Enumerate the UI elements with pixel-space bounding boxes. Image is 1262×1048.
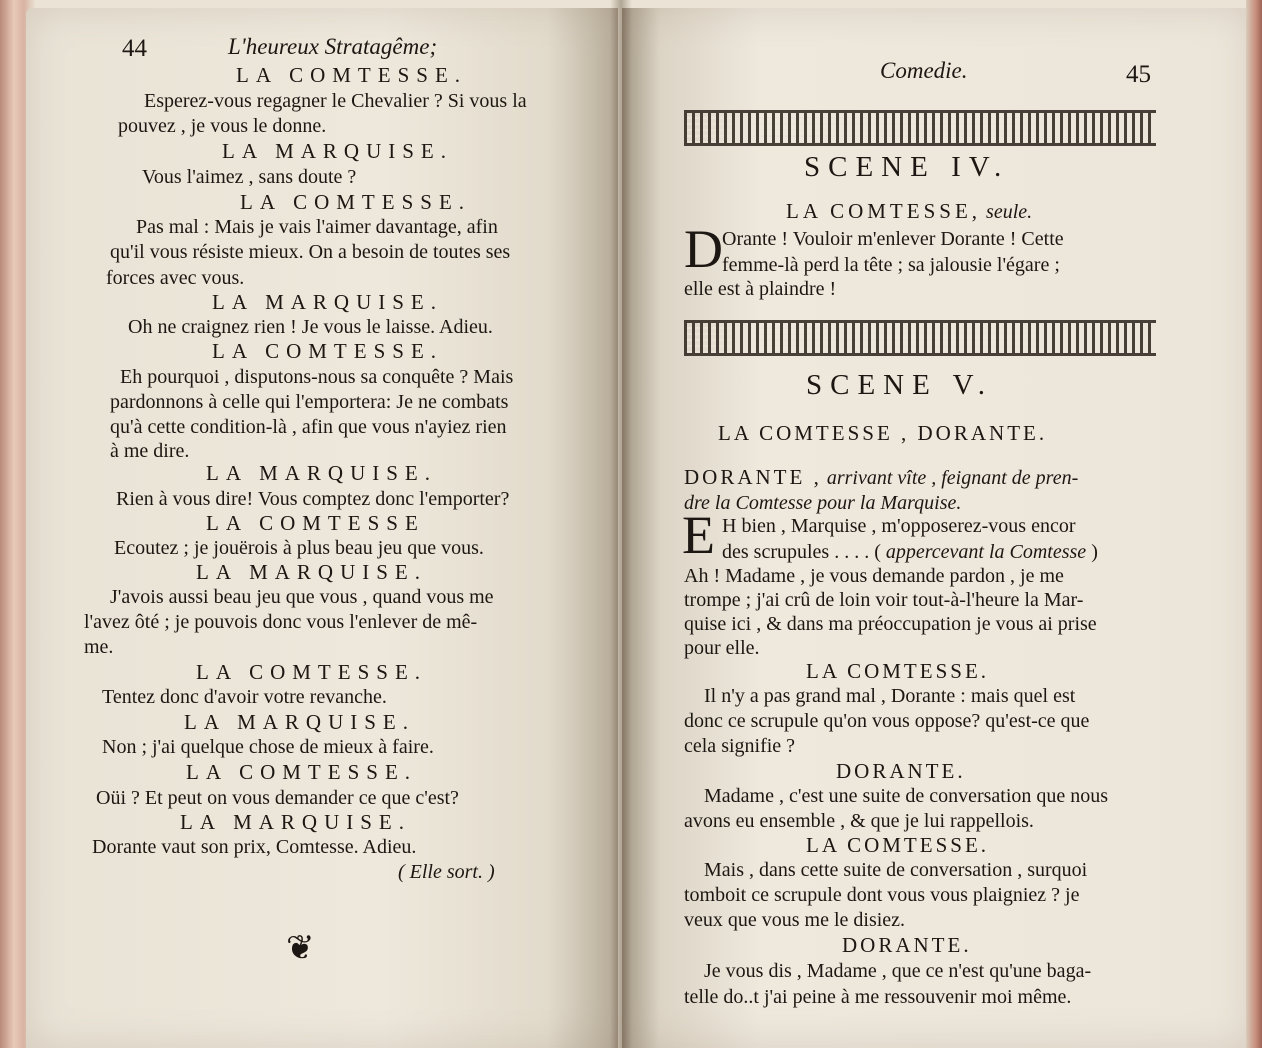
- speaker-label: LA COMTESSE.: [186, 760, 418, 784]
- text-line: Mais , dans cette suite de conversation , surquoi: [704, 859, 1088, 881]
- speaker-label: DORANTE ,: [684, 465, 822, 489]
- scene-speaker-line: [786, 200, 1032, 223]
- text-line: J'avois aussi beau jeu que vous , quand vous me: [110, 586, 494, 608]
- scene-title: SCENE IV.: [804, 151, 1010, 183]
- text-line: Dorante vaut son prix, Comtesse. Adieu.: [92, 836, 417, 858]
- page-number-right: 45: [1126, 61, 1151, 88]
- text-line: pouvez , je vous le donne.: [118, 115, 327, 137]
- text-line: [722, 541, 1098, 563]
- speaker-label: LA COMTESSE.: [212, 339, 444, 363]
- drop-cap: E: [682, 505, 715, 565]
- speaker-label: LA COMTESSE.: [240, 190, 472, 214]
- text-line: elle est à plaindre !: [684, 278, 837, 300]
- text-line: Oh ne craignez rien ! Je vous le laisse. Adieu.: [128, 316, 493, 338]
- speaker-label: LA MARQUISE.: [206, 461, 438, 485]
- speaker-label: LA MARQUISE.: [180, 810, 412, 834]
- text-line: tomboit ce scrupule dont vous vous plaigniez ? je: [684, 884, 1080, 906]
- text-segment: des scrupules . . . . (: [722, 541, 881, 563]
- speaker-label: LA COMTESSE.: [806, 659, 990, 683]
- stage-direction: dre la Comtesse pour la Marquise.: [684, 492, 962, 514]
- speaker-label: LA MARQUISE.: [212, 290, 444, 314]
- text-line: forces avec vous.: [106, 267, 245, 289]
- speaker-label: LA COMTESSE.: [806, 833, 990, 857]
- text-line: Oüi ? Et peut on vous demander ce que c'est?: [96, 787, 459, 809]
- speaker-label: LA MARQUISE.: [184, 710, 416, 734]
- speaker-label: DORANTE.: [842, 933, 972, 957]
- text-line: pour elle.: [684, 637, 760, 659]
- speaker-label: LA COMTESSE.: [236, 63, 468, 87]
- text-line: Vous l'aimez , sans doute ?: [142, 166, 357, 188]
- text-line: Madame , c'est une suite de conversation que nous: [704, 785, 1109, 807]
- running-head-left: L'heureux Stratagême;: [228, 34, 438, 59]
- text-line: Ah ! Madame , je vous demande pardon , je me: [684, 565, 1064, 587]
- text-line: qu'à cette condition-là , afin que vous n'ayiez rien: [110, 416, 507, 438]
- speaker-label: LA COMTESSE.: [196, 660, 428, 684]
- text-segment: ): [1091, 541, 1098, 563]
- text-line: quise ici , & dans ma préoccupation je vous ai prise: [684, 613, 1097, 635]
- text-line: H bien , Marquise , m'opposerez-vous encor: [722, 515, 1076, 537]
- stage-direction: ( Elle sort. ): [398, 861, 495, 883]
- decorative-border: [684, 320, 1156, 356]
- speaker-label: DORANTE.: [836, 759, 966, 783]
- speaker-note: seule.: [986, 201, 1033, 223]
- stage-direction: arrivant vîte , feignant de pren-: [826, 467, 1079, 489]
- text-line: qu'il vous résiste mieux. On a besoin de toutes ses: [110, 241, 511, 263]
- running-head-right: Comedie.: [880, 58, 968, 83]
- speaker-label: LA COMTESSE,: [786, 199, 982, 223]
- text-line: Pas mal : Mais je vais l'aimer davantage, afin: [136, 216, 498, 238]
- speaker-label: LA MARQUISE.: [196, 560, 428, 584]
- entry-line: [684, 466, 1078, 489]
- drop-cap: D: [684, 219, 723, 279]
- text-line: Je vous dis , Madame , que ce n'est qu'une baga-: [704, 960, 1092, 982]
- text-line: veux que vous me le disiez.: [684, 909, 906, 931]
- text-line: l'avez ôté ; je pouvois donc vous l'enlever de mê-: [84, 611, 478, 633]
- fleuron-ornament: ❦: [286, 930, 315, 967]
- decorative-border: [684, 110, 1156, 146]
- text-line: cela signifie ?: [684, 735, 796, 757]
- text-line: Tentez donc d'avoir votre revanche.: [102, 686, 387, 708]
- text-line: Esperez-vous regagner le Chevalier ? Si vous la: [144, 90, 527, 112]
- text-line: me.: [84, 636, 114, 658]
- text-line: Eh pourquoi , disputons-nous sa conquête ? Mais: [120, 366, 514, 388]
- stage-direction: appercevant la Comtesse: [885, 541, 1087, 563]
- text-line: femme-là perd la tête ; sa jalousie l'égare ;: [722, 254, 1060, 276]
- text-line: à me dire.: [110, 440, 190, 462]
- text-line: pardonnons à celle qui l'emportera: Je ne combats: [110, 391, 509, 413]
- scene-title: SCENE V.: [806, 369, 994, 401]
- text-line: telle do..t j'ai peine à me ressouvenir moi même.: [684, 986, 1072, 1008]
- text-line: Ecoutez ; je jouërois à plus beau jeu que vous.: [114, 537, 484, 559]
- text-line: donc ce scrupule qu'on vous oppose? qu'est-ce que: [684, 710, 1090, 732]
- text-line: trompe ; j'ai crû de loin voir tout-à-l'heure la Mar-: [684, 589, 1084, 611]
- speaker-label: LA COMTESSE: [206, 511, 425, 535]
- text-line: Non ; j'ai quelque chose de mieux à faire.: [102, 736, 434, 758]
- scene-cast: LA COMTESSE , DORANTE.: [718, 421, 1048, 445]
- text-line: avons eu ensemble , & que je lui rappellois.: [684, 810, 1034, 832]
- book-gutter: [610, 0, 632, 1048]
- speaker-label: LA MARQUISE.: [222, 139, 454, 163]
- page-number-left: 44: [122, 35, 147, 62]
- page-edge: [1246, 0, 1262, 1048]
- text-line: Rien à vous dire! Vous comptez donc l'emporter?: [116, 488, 510, 510]
- text-line: Orante ! Vouloir m'enlever Dorante ! Cette: [722, 228, 1064, 250]
- text-line: Il n'y a pas grand mal , Dorante : mais quel est: [704, 685, 1076, 707]
